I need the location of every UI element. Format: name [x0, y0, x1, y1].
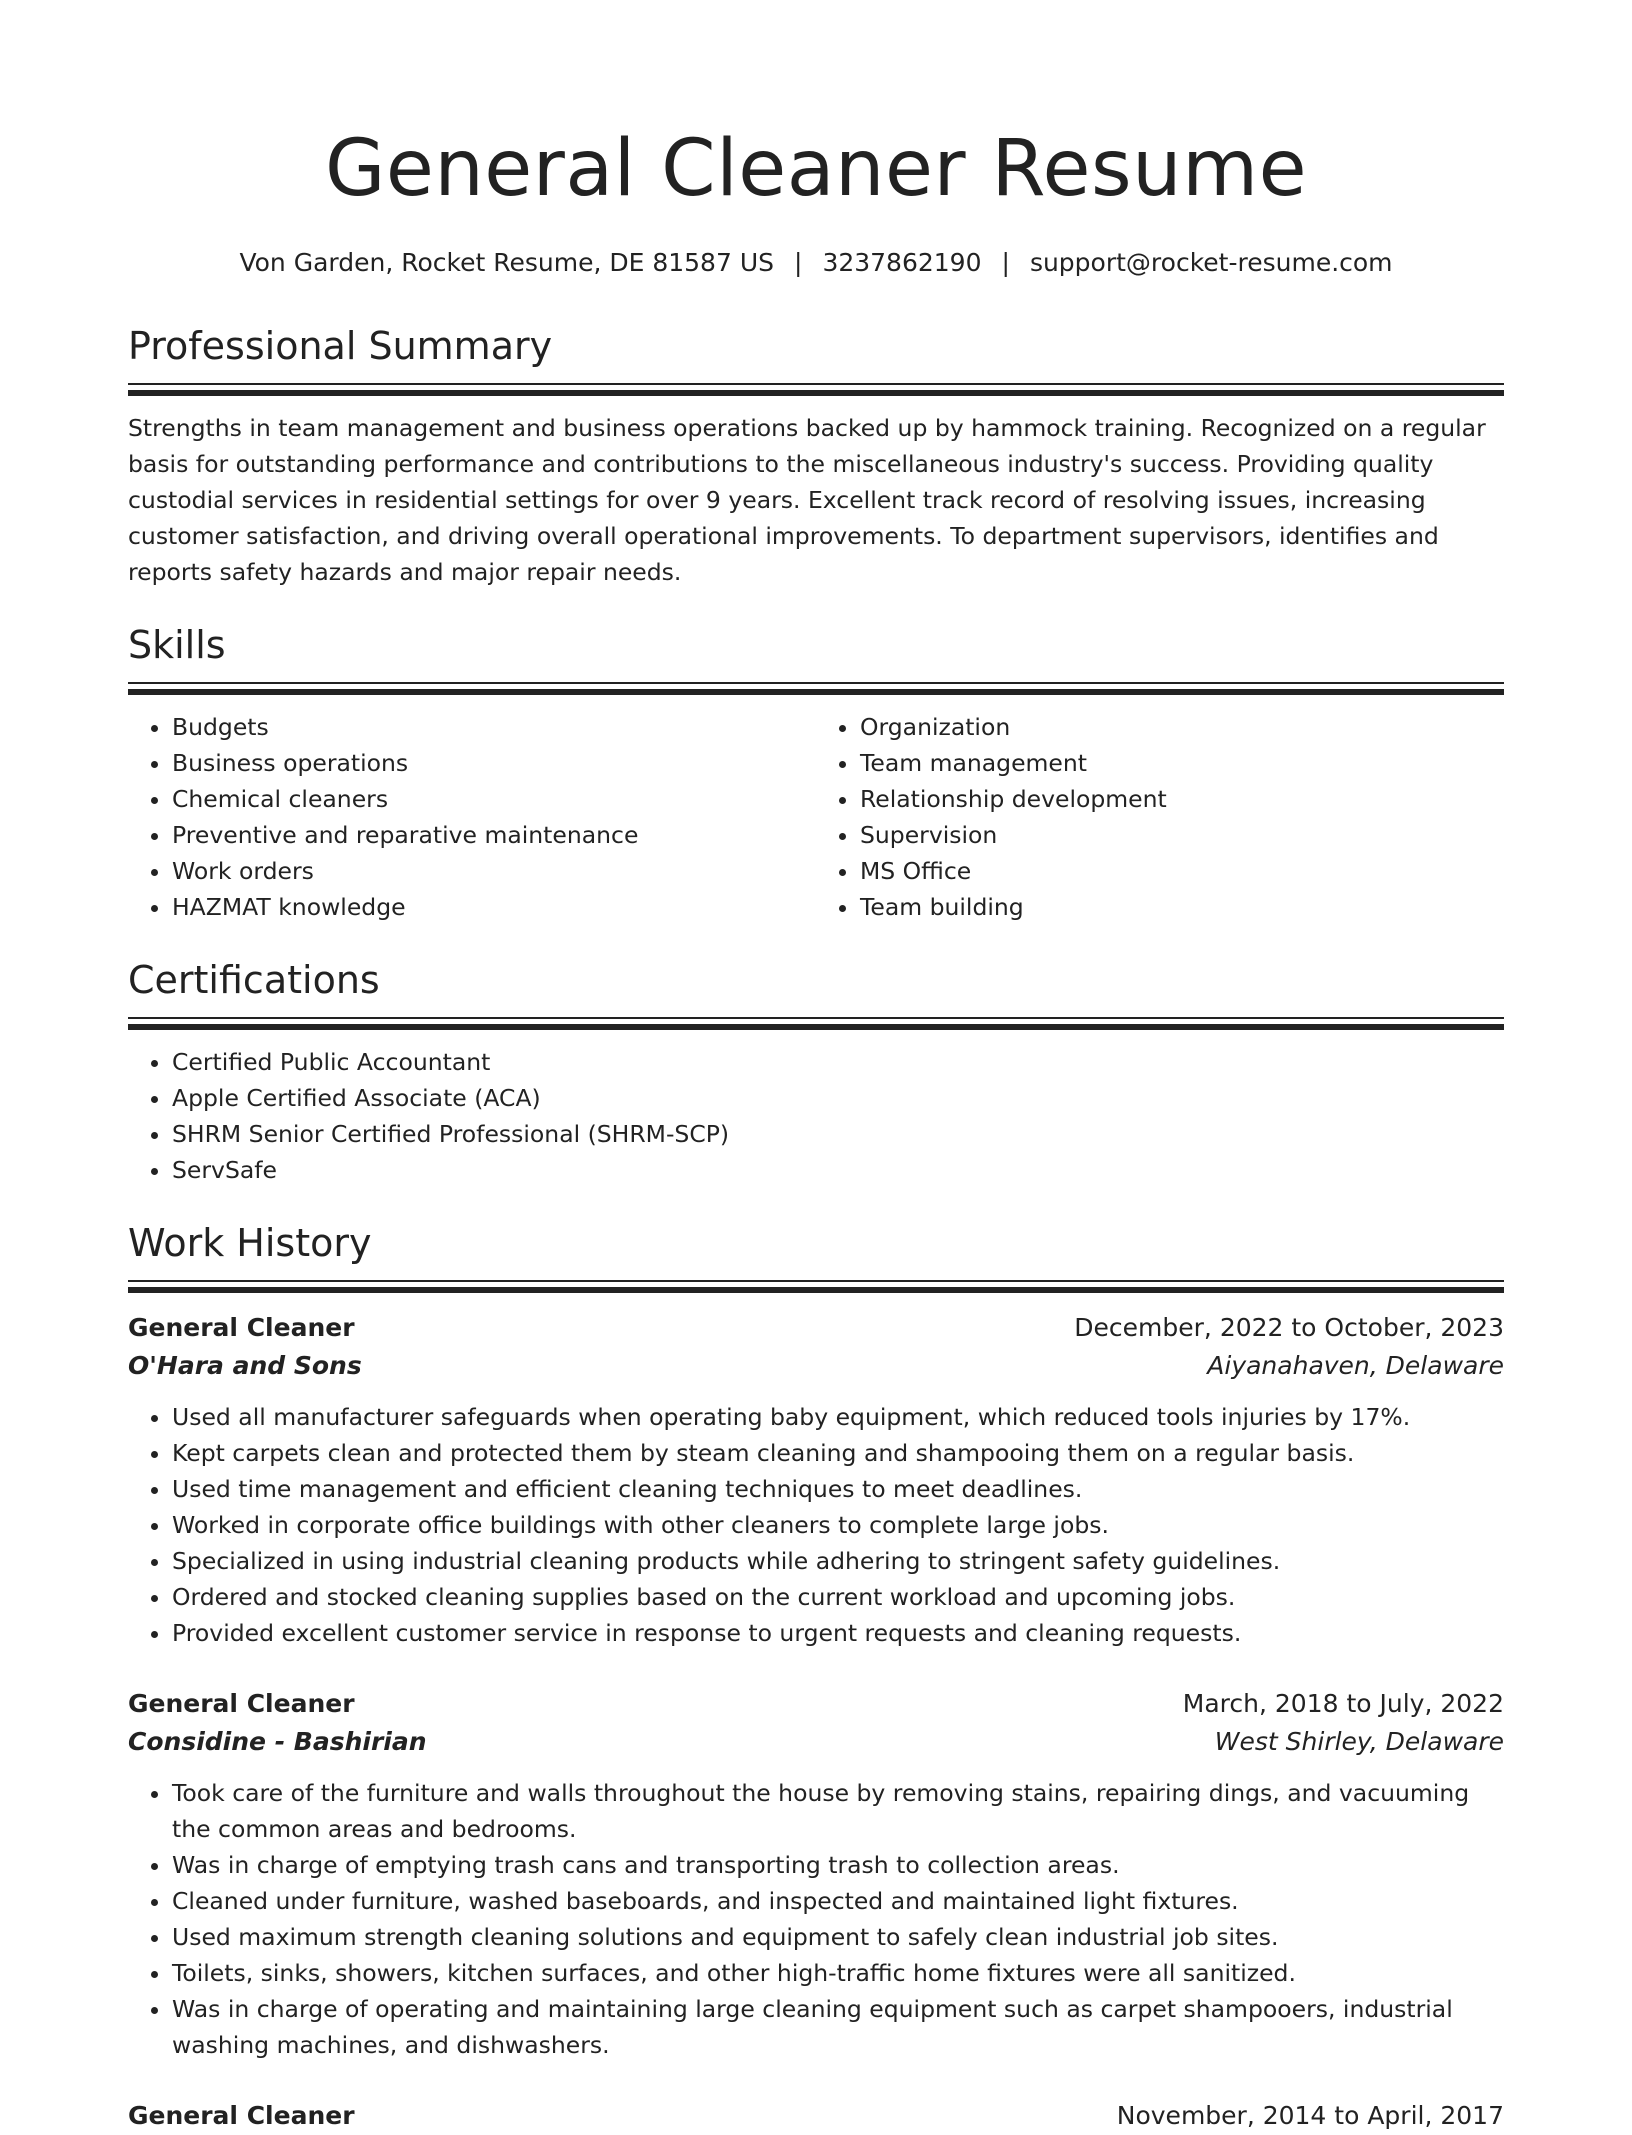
certifications-list — [128, 1044, 1504, 1188]
skills-columns — [128, 709, 1504, 925]
contact-line — [128, 248, 1504, 277]
section-divider — [128, 383, 1504, 396]
job-bullet: • Took care of the furniture and walls throughout the house by removing stains, repairing dings, and vacuuming the common areas and bedrooms. — [172, 1775, 1504, 1847]
section-heading-summary: Professional Summary — [128, 324, 553, 368]
job-bullet: • Was in charge of emptying trash cans and transporting trash to collection areas. — [172, 1847, 1504, 1883]
certification-item: • ServSafe — [172, 1152, 1504, 1188]
job-bullets — [128, 1399, 1504, 1651]
skill-item: • Organization — [860, 709, 1504, 745]
job-bullet: • Kept carpets clean and protected them by steam cleaning and shampooing them on a regular basis. — [172, 1435, 1504, 1471]
skill-item: • HAZMAT knowledge — [172, 889, 816, 925]
job-bullet: • Used maximum strength cleaning solutions and equipment to safely clean industrial job sites. — [172, 1919, 1504, 1955]
resume-title: General Cleaner Resume — [324, 124, 1308, 214]
job-header-row — [128, 1309, 1504, 1347]
skill-item: • Work orders — [172, 853, 816, 889]
job-entry — [128, 2097, 1504, 2135]
certifications-section — [128, 958, 1504, 1188]
job-location: West Shirley, Delaware — [1214, 1727, 1504, 1756]
job-bullet: • Worked in corporate office buildings with other cleaners to complete large jobs. — [172, 1507, 1504, 1543]
job-bullet: • Used time management and efficient cleaning techniques to meet deadlines. — [172, 1471, 1504, 1507]
contact-email: support@rocket-resume.com — [1029, 248, 1393, 277]
skills-list-right — [816, 709, 1504, 925]
job-bullet: • Provided excellent customer service in response to urgent requests and cleaning requests. — [172, 1615, 1504, 1651]
job-company: Considine - Bashirian — [128, 1727, 427, 1756]
skills-list-left — [128, 709, 816, 925]
job-dates: March, 2018 to July, 2022 — [1182, 1689, 1504, 1718]
job-bullet: • Used all manufacturer safeguards when operating baby equipment, which reduced tools injuries by 17%. — [172, 1399, 1504, 1435]
job-header-row — [128, 2097, 1504, 2135]
skill-item: • Relationship development — [860, 781, 1504, 817]
skill-item: • Business operations — [172, 745, 816, 781]
job-bullet: • Cleaned under furniture, washed baseboards, and inspected and maintained light fixtures. — [172, 1883, 1504, 1919]
skill-item: • Budgets — [172, 709, 816, 745]
section-divider — [128, 1280, 1504, 1293]
section-heading-certifications: Certifications — [128, 958, 380, 1002]
skill-item: • Supervision — [860, 817, 1504, 853]
skill-item: • Preventive and reparative maintenance — [172, 817, 816, 853]
job-bullet: • Was in charge of operating and maintaining large cleaning equipment such as carpet shampooers, industrial washing machines, and dishwashers. — [172, 1991, 1504, 2063]
job-bullets — [128, 1775, 1504, 2063]
certification-item: • SHRM Senior Certified Professional (SHRM-SCP) — [172, 1116, 1504, 1152]
job-company-row — [128, 1347, 1504, 1385]
job-title: General Cleaner — [128, 2101, 355, 2130]
job-header-row — [128, 1685, 1504, 1723]
section-divider — [128, 682, 1504, 695]
skill-item: • Chemical cleaners — [172, 781, 816, 817]
certification-item: • Apple Certified Associate (ACA) — [172, 1080, 1504, 1116]
contact-separator: | — [1001, 248, 1010, 277]
job-bullet: • Toilets, sinks, showers, kitchen surfaces, and other high-traffic home fixtures were all sanitized. — [172, 1955, 1504, 1991]
summary-text: Strengths in team management and business operations backed up by hammock training. Recognized on a regular basis for outstanding performance and contributions to the miscellaneous industry's success. Providing quality custodial services in residential settings for over 9 years. Excellent track record of resolving issues, increasing customer satisfaction, and driving overall operational improvements. To department supervisors, identifies and reports safety hazards and major repair needs. — [128, 414, 1486, 586]
certification-item: • Certified Public Accountant — [172, 1044, 1504, 1080]
section-heading-work-history: Work History — [128, 1221, 372, 1265]
contact-address: Von Garden, Rocket Resume, DE 81587 US — [239, 248, 774, 277]
job-bullet: • Ordered and stocked cleaning supplies based on the current workload and upcoming jobs. — [172, 1579, 1504, 1615]
job-dates: December, 2022 to October, 2023 — [1074, 1313, 1504, 1342]
job-bullet: • Specialized in using industrial cleaning products while adhering to stringent safety guidelines. — [172, 1543, 1504, 1579]
skill-item: • Team management — [860, 745, 1504, 781]
contact-separator: | — [794, 248, 803, 277]
job-company-row — [128, 1723, 1504, 1761]
work-history-section — [128, 1221, 1504, 2135]
job-location: Aiyanahaven, Delaware — [1207, 1351, 1504, 1380]
job-entry — [128, 1685, 1504, 2063]
skill-item: • MS Office — [860, 853, 1504, 889]
section-heading-skills: Skills — [128, 623, 226, 667]
summary-section — [128, 324, 1504, 590]
job-title: General Cleaner — [128, 1313, 355, 1342]
skill-item: • Team building — [860, 889, 1504, 925]
job-entry — [128, 1309, 1504, 1651]
job-dates: November, 2014 to April, 2017 — [1116, 2101, 1504, 2130]
job-title: General Cleaner — [128, 1689, 355, 1718]
skills-section — [128, 623, 1504, 925]
section-divider — [128, 1017, 1504, 1030]
contact-phone: 3237862190 — [822, 248, 982, 277]
job-company: O'Hara and Sons — [128, 1351, 362, 1380]
